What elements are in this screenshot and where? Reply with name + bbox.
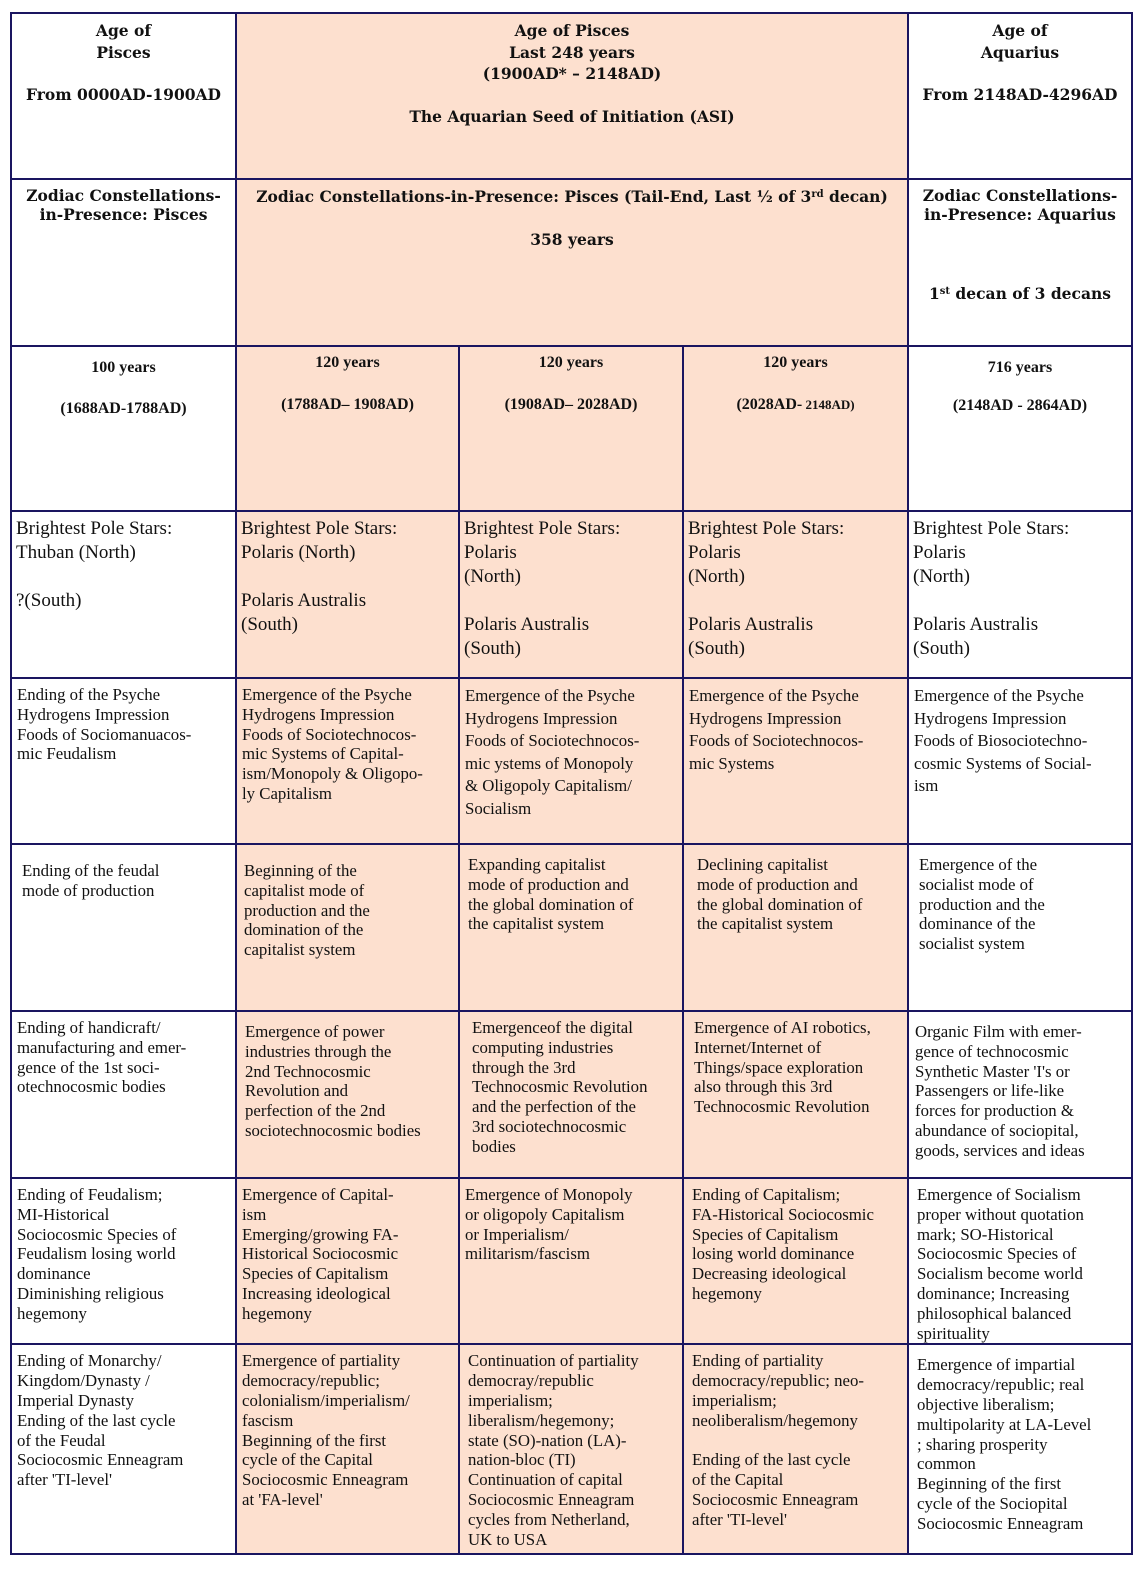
cell-line: Ending of partiality [692,1351,824,1371]
cell-line: computing industries [472,1037,614,1057]
cell-politics [908,1344,1132,1554]
asi-title: The Aquarian Seed of Initiation (ASI) [409,106,735,126]
cell-line: the capitalist system [468,914,605,934]
zodiac-years: 358 years [530,229,614,249]
cell-line: bodies [472,1136,516,1156]
cell-age-pisces [11,13,236,179]
cell-line: the capitalist system [697,914,834,934]
cell-line: Polaris [913,542,966,563]
cell-line: ; sharing prosperity [917,1434,1048,1454]
cell-line: mode of production and [697,874,858,894]
cell-line: Things/space exploration [694,1057,864,1077]
cell-line: cosmic Systems of Social- [914,753,1092,773]
cell-line: capitalist system [244,940,356,960]
cell-line: 2nd Technocosmic [245,1061,371,1081]
cell-line: (South) [241,614,298,635]
cell-line: Foods of Sociotechnocos- [689,731,864,750]
zodiac-line: Zodiac Constellations- [922,186,1118,205]
cell-line: mic Systems of Capital- [242,744,404,764]
cell-line: Revolution and [245,1081,349,1101]
cell-pole-stars [236,511,459,678]
cell-line: Sociocosmic Species of [917,1244,1077,1264]
cell-politics [11,1344,236,1554]
cell-line: of the Capital [692,1470,784,1490]
cell-period [908,346,1132,511]
cell-line: (North) [913,566,970,587]
cell-line: Foods of Sociomanuacos- [17,724,192,744]
cell-line: or oligopoly Capitalism [465,1204,625,1224]
cell-line: capitalist mode of [244,880,365,900]
cell-zodiac-aquarius [908,179,1132,346]
psyche-text [909,679,1131,798]
cell-line: spirituality [917,1323,990,1343]
decan-sup: st [939,286,951,297]
cell-line: Sociocosmic Species of [17,1224,177,1244]
cell-line: Hydrogens Impression [465,708,618,728]
cell-period [236,346,459,511]
cell-line: Internet/Internet of [694,1037,822,1057]
cell-line: multipolarity at LA-Level [917,1414,1092,1434]
zodiac-text: Zodiac Constellations-in-Presence: Pisces (Tail-End, Last ½ of 3 [256,187,812,206]
cell-industries [459,1011,683,1178]
cell-line: Species of Capitalism [242,1264,389,1284]
cell-line: Emergence of AI robotics, [694,1018,871,1037]
row-mode-production [11,844,1132,1011]
cell-line: Hydrogens Impression [689,708,842,728]
cell-mode-production [459,844,683,1011]
cell-line: Polaris Australis [241,590,367,611]
cell-line: Emergence of the Psyche [242,685,412,704]
age-name: Pisces [96,42,151,62]
cell-age-pisces-last [236,13,908,179]
cell-line: Ending of Feudalism; [17,1185,163,1204]
politics-text [12,1345,235,1490]
cell-line: Polaris Australis [913,614,1039,635]
period-years: 716 years [987,359,1053,376]
cell-line: philosophical balanced [917,1303,1072,1323]
cell-line: Brightest Pole Stars: [688,518,845,539]
cell-line: Continuation of capital [468,1470,623,1490]
cell-line [241,565,454,589]
species-text [909,1179,1131,1343]
cell-line: Continuation of partiality [468,1351,639,1371]
cell-line: Synthetic Master 'I's or [915,1061,1070,1081]
pole-stars-text [460,512,682,661]
cell-line: 3rd sociotechnocosmic [472,1116,627,1136]
cell-line [688,589,903,613]
cell-line: sociotechnocosmic bodies [245,1120,421,1140]
row-species [11,1178,1132,1344]
cell-line: objective liberalism; [917,1394,1055,1414]
row-age-header [11,13,1132,179]
cell-line: gence of the 1st soci- [17,1057,160,1077]
cell-line: Emergence of the Psyche [914,686,1084,705]
cell-line: gence of technocosmic [915,1041,1069,1061]
cell-period [459,346,683,511]
cell-line: mic Feudalism [17,744,117,764]
cell-line: liberalism/hegemony; [468,1410,615,1430]
cell-line: dominance of the [919,914,1036,934]
cell-line: ly Capitalism [242,783,332,803]
cell-line: Emergenceof the digital [472,1018,633,1037]
cell-politics [683,1344,908,1554]
cell-line: Emergence of the Psyche [689,686,859,705]
cell-line: Foods of Sociotechnocos- [465,731,640,750]
psyche-text [12,679,235,764]
age-name: Aquarius [980,42,1060,62]
cell-line: nation-bloc (TI) [468,1450,576,1470]
cell-line: after 'TI-level' [692,1509,788,1529]
cell-mode-production [236,844,459,1011]
cell-species [459,1178,683,1344]
cell-line: common [917,1454,976,1474]
pole-stars-text [12,512,235,613]
cell-line: mode of production and [468,874,629,894]
cell-line: cycle of the Sociopital [917,1493,1068,1513]
cell-line: Brightest Pole Stars: [464,518,621,539]
pole-stars-text [237,512,458,637]
politics-text [909,1345,1131,1533]
cell-line: Feudalism losing world [17,1244,176,1264]
cell-line: Emergence of impartial [917,1355,1076,1375]
cell-line: Polaris (North) [241,542,356,563]
cell-line: UK to USA [468,1529,548,1549]
cell-line: cycles from Netherland, [468,1509,630,1529]
cell-line: Declining capitalist [697,855,828,874]
cell-psyche [11,678,236,844]
cell-line: Historical Sociocosmic [242,1244,399,1264]
cell-line: Emergence of Capital- [242,1185,394,1204]
cell-line: Sociocosmic Enneagram [17,1450,184,1470]
cell-line: after 'TI-level' [17,1470,113,1490]
cell-line: Foods of Sociotechnocos- [242,724,417,744]
species-text [684,1179,907,1304]
cell-line: and the perfection of the [472,1097,637,1117]
age-label: Age of [992,21,1048,40]
cell-line: or Imperialism/ [465,1224,569,1244]
psyche-text [460,679,682,820]
cell-zodiac-pisces [11,179,236,346]
cell-line: Polaris [688,542,741,563]
cell-line: Brightest Pole Stars: [241,518,398,539]
pole-stars-text [684,512,907,661]
cell-zodiac-pisces-tail [236,179,908,346]
cell-period [683,346,908,511]
zodiac-sup: rd [811,189,824,200]
cell-line: domination of the [244,920,364,940]
cell-line: FA-Historical Sociocosmic [692,1204,874,1224]
period-range-main: (2028AD- [736,396,803,413]
cell-mode-production [908,844,1132,1011]
pole-stars-text [909,512,1131,661]
cell-line: ?(South) [16,590,82,611]
mode-production-text [237,845,458,960]
cell-line: Emergence of the Psyche [465,686,635,705]
cell-line: otechnocosmic bodies [17,1077,166,1097]
cell-line: the global domination of [468,894,634,914]
cell-line: Emergence of Socialism [917,1185,1081,1204]
cell-line: Increasing ideological [242,1283,391,1303]
period-range: (1788AD– 1908AD) [281,396,414,413]
politics-text [460,1345,682,1549]
period-years: 120 years [538,354,604,371]
cell-line: Foods of Biosociotechno- [914,731,1088,750]
cell-line: Ending of the last cycle [17,1410,176,1430]
cell-line: Sociocosmic Enneagram [468,1489,635,1509]
cell-line [692,1431,903,1451]
cell-line: Ending of the Psyche [17,685,161,704]
cell-line: ism [914,776,939,795]
cell-line: Thuban (North) [16,542,136,563]
cell-line: hegemony [242,1303,312,1323]
row-politics [11,1344,1132,1554]
zodiac-line: Zodiac Constellations- [26,186,221,205]
cell-line: Passengers or life-like [915,1081,1065,1101]
mode-production-text [460,845,682,934]
cell-line: through the 3rd [472,1057,576,1077]
zodiac-line: in-Presence: Pisces [39,205,208,224]
decan-label [913,284,1127,303]
cell-line: Emergence of the [919,855,1038,874]
cell-line: (South) [464,638,521,659]
zodiac-line: in-Presence: Aquarius [924,205,1116,224]
species-text [237,1179,458,1324]
cell-line: democracy/republic; neo- [692,1371,864,1391]
age-duration: Last 248 years [509,42,635,62]
cell-line: production and the [919,894,1045,914]
cell-line: Socialism become world [917,1264,1083,1284]
industries-text [237,1012,458,1141]
cell-line: fascism [242,1410,294,1430]
cell-line: ism [242,1204,267,1224]
cell-line: of the Feudal [17,1430,106,1450]
cell-line: state (SO)-nation (LA)- [468,1430,627,1450]
cell-line: imperialism; [692,1390,777,1410]
cell-line: colonialism/imperialism/ [242,1390,410,1410]
cell-industries [236,1011,459,1178]
cell-line: Kingdom/Dynasty / [17,1371,150,1391]
cell-line: socialist mode of [919,874,1034,894]
cell-industries [908,1011,1132,1178]
cell-psyche [236,678,459,844]
decan-num: 1 [928,284,940,303]
cell-line: Hydrogens Impression [914,708,1067,728]
cell-line: manufacturing and emer- [17,1037,187,1057]
cell-industries [11,1011,236,1178]
cell-line: Ending of the last cycle [692,1450,851,1470]
cell-line: Technocosmic Revolution [694,1097,870,1117]
cell-line [464,589,678,613]
cell-line: Ending of the feudal [22,861,160,880]
cell-line: mic ystems of Monopoly [465,753,634,773]
cell-line: imperialism; [468,1390,553,1410]
cell-line: (South) [913,638,970,659]
cell-line: Hydrogens Impression [242,704,395,724]
cell-psyche [683,678,908,844]
politics-text [684,1345,907,1529]
cell-line: Decreasing ideological [692,1264,847,1284]
cell-line: mode of production [22,880,155,900]
cell-psyche [459,678,683,844]
age-label: Age of Pisces [514,21,630,40]
cell-line: mic Systems [689,753,775,773]
cell-politics [459,1344,683,1554]
cell-line: Species of Capitalism [692,1224,839,1244]
age-range: (1900AD* – 2148AD) [482,64,662,83]
zodiac-title [241,186,903,208]
cell-line: Diminishing religious [17,1283,164,1303]
cell-line: Polaris [464,542,517,563]
row-zodiac [11,179,1132,346]
row-industries [11,1011,1132,1178]
cell-line: Emergence of Monopoly [465,1185,633,1204]
cell-pole-stars [11,511,236,678]
period-range [684,394,907,415]
cell-line: Technocosmic Revolution [472,1077,648,1097]
cell-line: Sociocosmic Enneagram [917,1513,1084,1533]
cell-line: Beginning of the first [917,1474,1062,1494]
period-range: (2148AD - 2864AD) [952,397,1088,414]
cell-line: goods, services and ideas [915,1140,1085,1160]
period-range: (1908AD– 2028AD) [504,396,638,413]
cell-species [683,1178,908,1344]
period-range: (1688AD-1788AD) [60,400,187,417]
cell-line: Socialism [465,798,532,818]
cell-line: democracy/republic; [242,1371,380,1391]
species-text [12,1179,235,1324]
row-periods [11,346,1132,511]
mode-production-text [684,845,907,934]
cell-line: socialist system [919,934,1025,954]
cell-line: (South) [688,638,745,659]
decan-rest: decan of 3 decans [950,284,1112,303]
cell-line: losing world dominance [692,1244,855,1264]
industries-text [909,1012,1131,1161]
cell-line: (North) [464,566,521,587]
politics-text [237,1345,458,1509]
cell-age-aquarius [908,13,1132,179]
mode-production-text [909,845,1131,954]
cell-pole-stars [683,511,908,678]
cell-line: hegemony [17,1303,87,1323]
cell-species [236,1178,459,1344]
cell-line: at 'FA-level' [242,1489,323,1509]
cell-line: industries through the [245,1041,392,1061]
cell-line: dominance [17,1264,91,1284]
cell-period [11,346,236,511]
cell-line: mark; SO-Historical [917,1224,1054,1244]
cell-line: neoliberalism/hegemony [692,1410,858,1430]
cell-line: Organic Film with emer- [915,1022,1082,1041]
cell-species [908,1178,1132,1344]
period-years: 120 years [763,354,828,371]
row-psyche [11,678,1132,844]
cell-species [11,1178,236,1344]
cell-line: dominance; Increasing [917,1283,1070,1303]
cell-line: Brightest Pole Stars: [913,518,1070,539]
cell-line [913,589,1127,613]
cell-line: proper without quotation [917,1204,1084,1224]
industries-text [12,1012,235,1097]
species-text [460,1179,682,1264]
cell-line: Ending of handicraft/ [17,1018,161,1037]
psyche-text [684,679,907,775]
cell-line: also through this 3rd [694,1077,833,1097]
cell-line: (North) [688,566,745,587]
cell-line: Emergence of power [245,1022,385,1041]
cell-psyche [908,678,1132,844]
cell-pole-stars [459,511,683,678]
period-years: 100 years [91,359,156,376]
cell-line: Sociocosmic Enneagram [242,1470,409,1490]
cell-line: Sociocosmic Enneagram [692,1489,859,1509]
cell-line: Beginning of the first [242,1430,387,1450]
cell-line: & Oligopoly Capitalism/ [465,776,632,795]
period-years: 120 years [315,354,380,371]
age-comparison-table [10,12,1133,1555]
cell-line: Polaris Australis [464,614,590,635]
cell-line: forces for production & [915,1101,1074,1121]
cell-line: MI-Historical [17,1204,110,1224]
age-label: Age of [95,21,152,40]
cell-line: the global domination of [697,894,863,914]
cell-industries [683,1011,908,1178]
cell-line: perfection of the 2nd [245,1101,386,1121]
cell-mode-production [683,844,908,1011]
cell-line: Hydrogens Impression [17,704,170,724]
cell-line: production and the [244,900,370,920]
age-range: From 0000AD-1900AD [26,85,221,104]
mode-production-text [12,845,235,901]
cell-line: Ending of Monarchy/ [17,1351,162,1371]
age-range: From 2148AD-4296AD [922,85,1118,104]
cell-line: democray/republic [468,1371,594,1391]
cell-line: hegemony [692,1283,762,1303]
industries-text [684,1012,907,1117]
cell-line: ism/Monopoly & Oligopo- [242,764,423,784]
cell-line: Expanding capitalist [468,855,606,874]
cell-line: abundance of sociopital, [915,1120,1079,1140]
cell-line: Brightest Pole Stars: [16,518,173,539]
row-pole-stars [11,511,1132,678]
cell-line: cycle of the Capital [242,1450,373,1470]
cell-line: Beginning of the [244,861,357,880]
cell-politics [236,1344,459,1554]
zodiac-text-end: decan) [823,187,888,206]
cell-line: Emerging/growing FA- [242,1224,399,1244]
period-range-end: 2148AD) [802,397,855,412]
cell-mode-production [11,844,236,1011]
industries-text [460,1012,682,1157]
cell-pole-stars [908,511,1132,678]
cell-line: Ending of Capitalism; [692,1185,841,1204]
cell-line: democracy/republic; real [917,1375,1085,1395]
cell-line: Imperial Dynasty [17,1390,134,1410]
cell-line: Polaris Australis [688,614,814,635]
cell-line: militarism/fascism [465,1244,590,1264]
cell-line [16,565,231,589]
cell-line: Emergence of partiality [242,1351,401,1371]
psyche-text [237,679,458,804]
